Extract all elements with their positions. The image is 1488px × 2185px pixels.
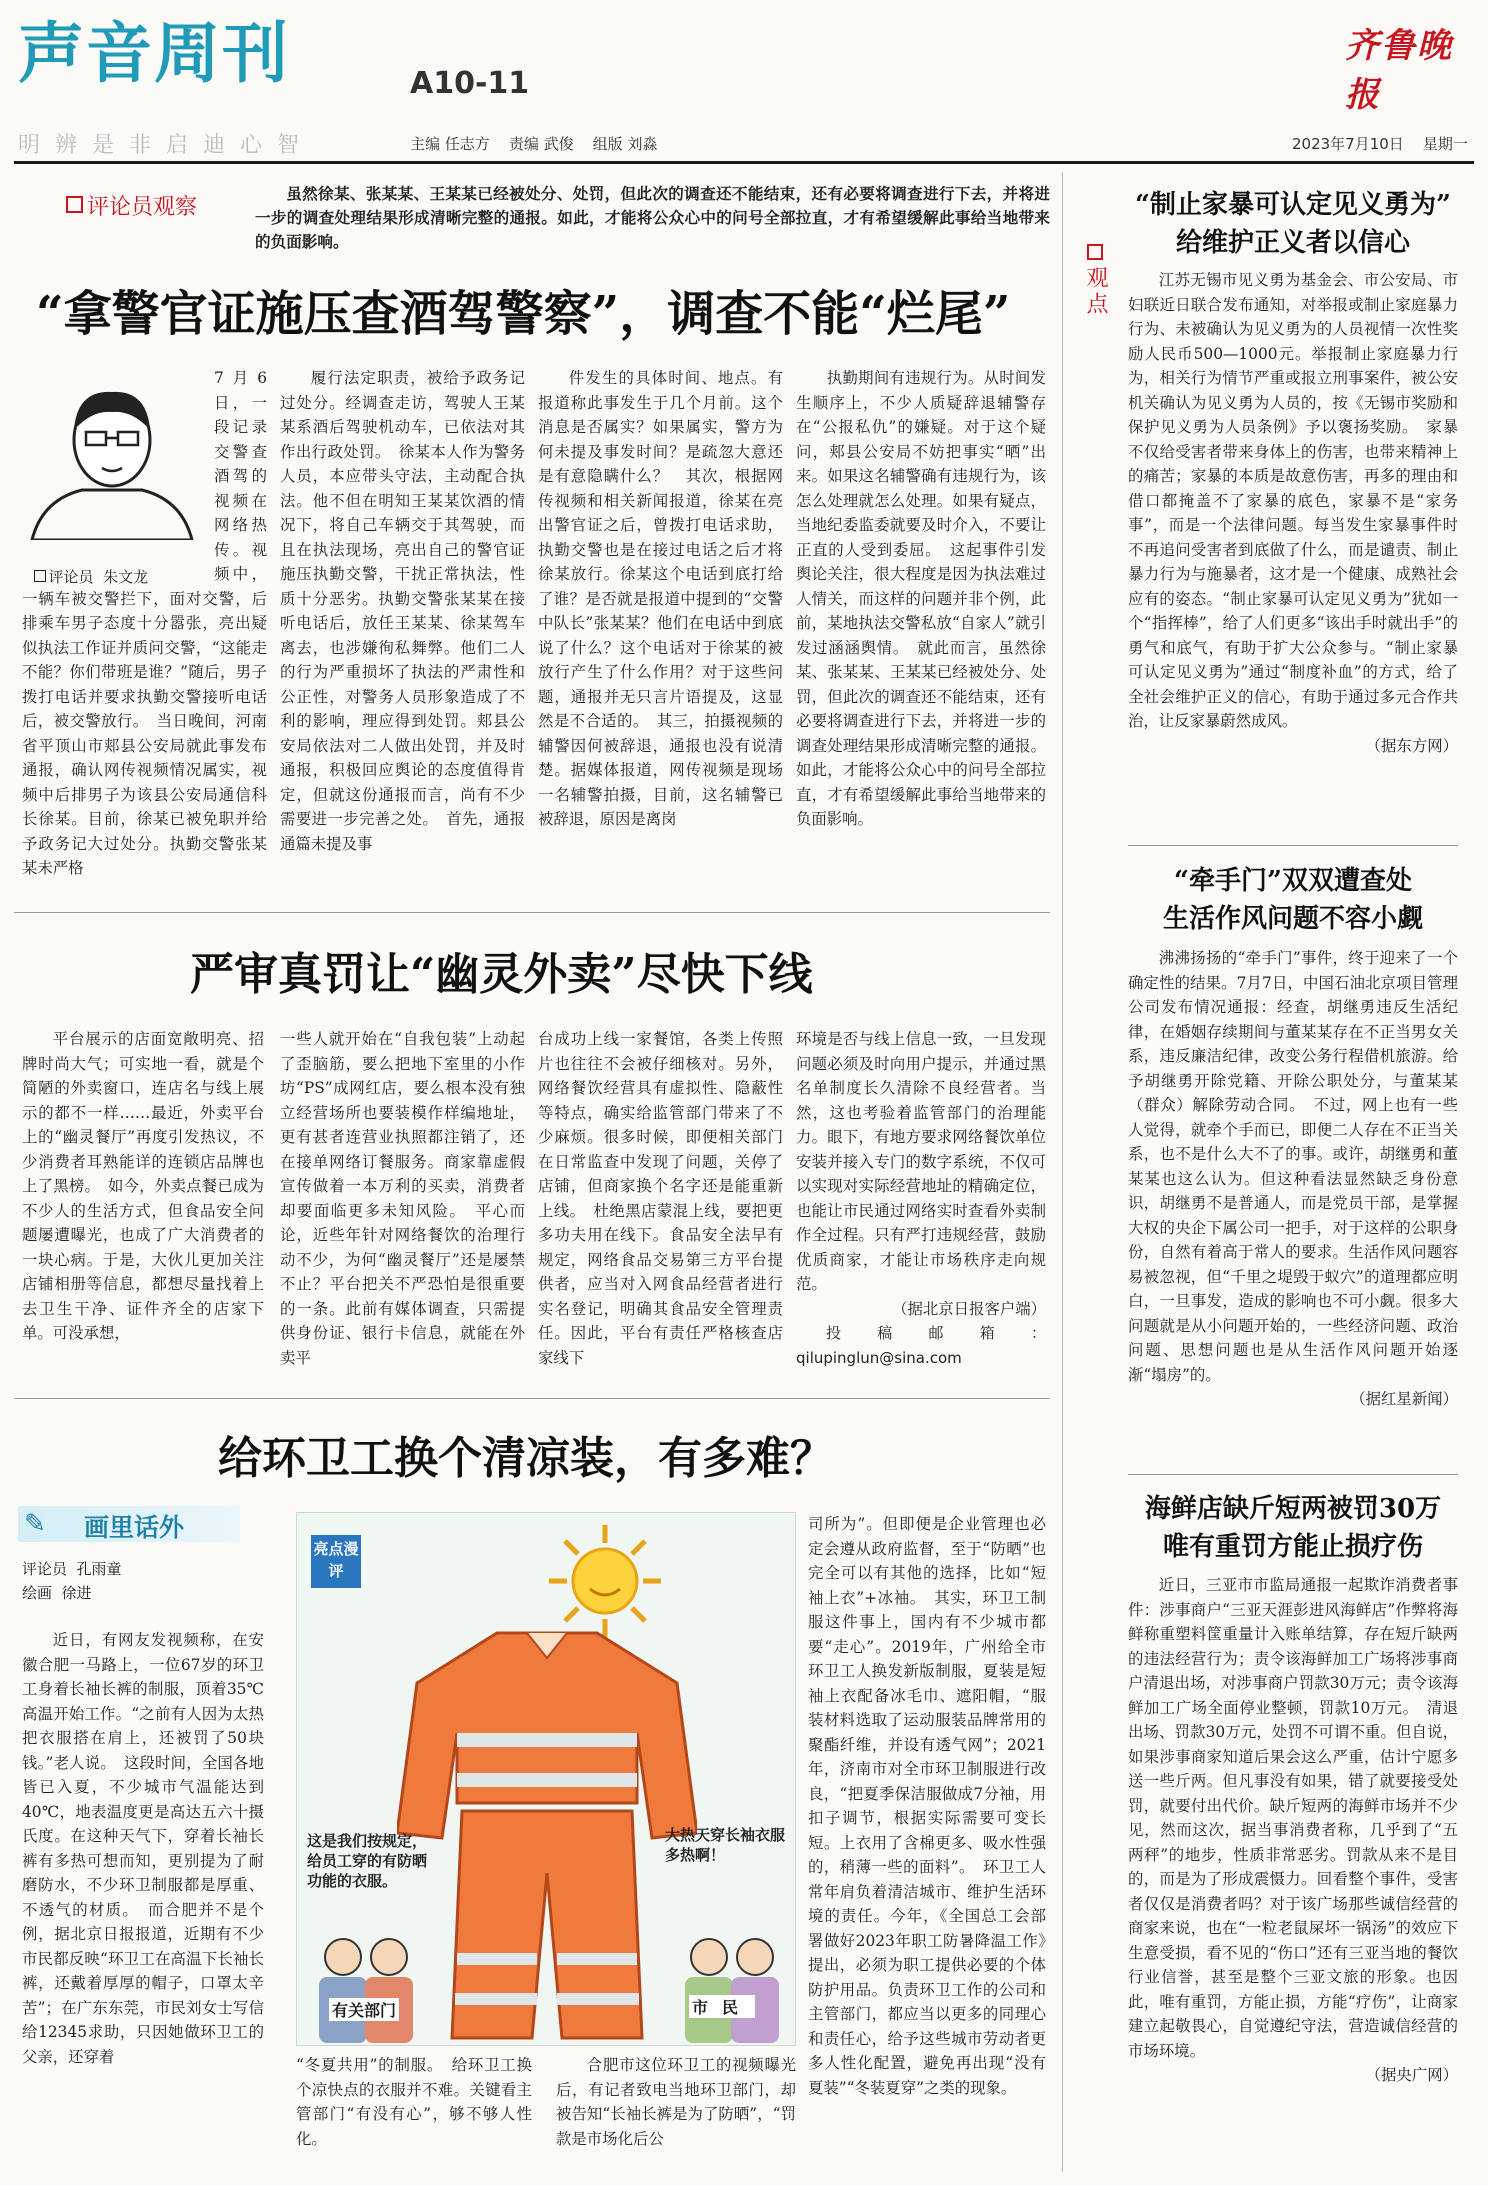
third-col-mid-a-text: “冬夏共用”的制服。 给环卫工换个凉快点的衣服并不难。关键看主管部门“有没有心”，够不够人性化。: [296, 2056, 532, 2148]
column-tag-cartoon-label: 画里话外: [84, 1513, 185, 1542]
sidebar-b-title-1: “牵手门”双双遭查处: [1174, 866, 1412, 896]
submission-email: 投稿邮箱：qilupinglun@sina.com: [796, 1324, 1046, 1367]
cartoon-uniform: [397, 1613, 697, 2043]
sidebar-b-title-2: 生活作风问题不容小觑: [1162, 904, 1423, 934]
second-col-2-text: 一些人就开始在“自我包装”上动起了歪脑筋，要么把地下室里的小作坊“PS”成网红店，要么根本没有独立经营场所也要装模作样编地址，更有甚者连营业执照都注销了，还在接单网络订餐服务。商家靠虚假宣传做着一本万利的买卖，消费者却要面临更多未知风险。 平心而论，近些年针对网络餐饮的治理行动不少，为何“幽灵餐厅”还是屡禁不止？平台把关不严恐怕是很重要的一条。此前有媒体调查，只需提供身份证、银行卡信息，就能在外卖平: [280, 1030, 525, 1367]
lead-col-1-text: 7月6日，一段记录交警查酒驾的视频在网络热传。视频中，一辆车被交警拦下，面对交警，后排乘车男子态度十分嚣张，亮出疑似执法工作证并质问交警，“这能走不能？你们带班是谁？”随后，男子拨打电话并要求执勤交警接听电话后，被交警放行。 当日晚间，河南省平顶山市郏县公安局就此事发布通报，确认网传视频情况属实，视频中后排男子为该县公安局通信科长徐某。目前，徐某已被免职并给予政务记大过处分。执勤交警张某某未严格: [22, 369, 267, 877]
masthead-rule: [14, 161, 1474, 164]
sidebar-tag-label: 观点: [1083, 266, 1108, 318]
sidebar-a-title-2: 给维护正义者以信心: [1175, 228, 1410, 258]
third-col-mid-a: [296, 2053, 532, 2178]
lead-intro: 虽然徐某、张某某、王某某已经被处分、处罚，但此次的调查还不能结束，还有必要将调查进行下去，并将进一步的调查处理结果形成清晰完整的通报。如此，才能将公众心中的问号全部拉直，才有希望缓解此事给当地带来的负面影响。: [255, 185, 1050, 251]
sidebar-b-text: 沸沸扬扬的“牵手门”事件，终于迎来了一个确定性的结果。7月7日，中国石油北京项目管理公司发布情况通报：经查，胡继勇违反生活纪律，在婚姻存续期间与董某某存在不正当男女关系，违反廉洁纪律，改变公务行程借机旅游。给予胡继勇开除党籍、开除公职处分，与董某某（群众）解除劳动合同。 不过，网上也有一些人觉得，就牵个手而已，即便二人存在不正当关系，也不是什么大不了的事。或许，胡继勇和董某某也这么认为。但这种看法显然缺乏身份意识，胡继勇不是普通人，而是党员干部，是掌握大权的央企下属公司一把手，对于这样的公职身份，自然有着高于常人的要求。生活作风问题容易被忽视，但“千里之堤毁于蚁穴”的道理都应明白，一旦事发，造成的影响也不可小觑。很多大问题就是从小问题开始的，一些经济问题、政治问题、思想问题也是从生活作风问题开始逐渐“塌房”的。: [1128, 949, 1458, 1384]
masthead-title: 声音周刊: [18, 14, 290, 92]
lead-col-4: [796, 366, 1046, 903]
sidebar-c-title-2: 唯有重罚方能止损疗伤: [1162, 1532, 1423, 1562]
sidebar-rule-1: [1128, 845, 1458, 846]
paper-logo: 齐鲁晚报: [1345, 26, 1453, 115]
cartoon-people-left: [305, 1933, 425, 2043]
sidebar-c-title: [1128, 1490, 1458, 1566]
lead-col-3: [538, 366, 783, 903]
lead-headline: “拿警官证施压查酒驾警察”，调查不能“烂尾”: [36, 286, 1011, 342]
sidebar-b-source: （据红星新闻）: [1350, 1390, 1458, 1408]
third-col-mid-b: [556, 2053, 796, 2178]
sidebar-a-body: [1128, 268, 1458, 831]
tag-box-icon: [66, 196, 83, 213]
second-col-1-text: 平台展示的店面宽敞明亮、招牌时尚大气；可实地一看，就是个简陋的外卖窗口，连店名与线上展示的都不一样……最近，外卖平台上的“幽灵餐厅”再度引发热议，不少消费者耳熟能详的连锁店品牌也上了黑榜。 如今，外卖点餐已成为不少人的生活方式，但食品安全问题屡遭曝光，也成了广大消费者的一块心病。于是，大伙儿更加关注店铺相册等信息，都想尽量找着上去卫生干净、证件齐全的店家下单。可没承想，: [22, 1030, 264, 1342]
sidebar-c-title-1: 海鲜店缺斤短两被罚30万: [1144, 1494, 1442, 1524]
sidebar-divider: [1062, 172, 1063, 2172]
byline-text: 评论员 朱文龙: [48, 568, 149, 586]
lead-col-4-text: 执勤期间有违规行为。从时间发生顺序上，不少人质疑辞退辅警存在“公报私仇”的嫌疑。对于这个疑问，郏县公安局不妨把事实“晒”出来。如果这名辅警确有违规行为，该怎么处理就怎么处理。如果有疑点，当地纪委监委就要及时介入，不要让正直的人受到委屈。 这起事件引发舆论关注，很大程度是因为执法难过人情关，而这样的问题并非个例，此前，某地执法交警私放“自家人”就引发过涵涵舆情。 就此而言，虽然徐某、张某某、王某某已经被处分、处罚，但此次的调查还不能结束，还有必要将调查进行下去，并将进一步的调查处理结果形成清晰完整的通报。如此，才能将公众心中的问号全部拉直，才有希望缓解此事给当地带来的负面影响。: [796, 369, 1046, 828]
lead-col-2-text: 履行法定职责，被给予政务记过处分。经调查走访，驾驶人王某某系酒后驾驶机动车，已依法对其作出行政处罚。 徐某本人作为警务人员，本应带头守法，主动配合执法。他不但在明知王某某饮酒的情况下，将自己车辆交于其驾驶，而且在执法现场，亮出自己的警官证施压执勤交警，干扰正常执法，性质十分恶劣。执勤交警张某某在接听电话后，放任王某某、徐某驾车离去，也涉嫌徇私舞弊。他们二人的行为严重损坏了执法的严肃性和公正性，对警务人员形象造成了不利的影响，理应得到处罚。郏县公安局依法对二人做出处罚，并及时通报，积极回应舆论的态度值得肯定，但就这份通报而言，尚有不少需要进一步完善之处。 首先，通报通篇未提及事: [280, 369, 525, 853]
third-headline: 给环卫工换个清凉装，有多难？: [218, 1433, 834, 1484]
second-col-2: [280, 1027, 525, 1372]
third-col-right: [808, 1512, 1046, 2178]
page-number: A10-11: [410, 66, 530, 101]
column-tag-cartoon: [18, 1506, 240, 1542]
cartoon-speech-1: 这是我们按规定，给员工穿的有防晒功能的衣服。: [307, 1832, 428, 1890]
column-tag-observer: [66, 190, 197, 221]
third-byline-1: 评论员 孔雨童: [22, 1560, 122, 1578]
issue-date: 2023年7月10日 星期一: [1292, 135, 1468, 153]
sidebar-c-source: （据央广网）: [1365, 2066, 1458, 2084]
second-col-1: [22, 1027, 264, 1372]
cartoon-people-right: [677, 1933, 787, 2043]
masthead-slogan: 明 辨 是 非 启 迪 心 智: [18, 133, 303, 158]
second-col-3-text: 台成功上线一家餐馆，各类上传照片也往往不会被仔细核对。另外，网络餐饮经营具有虚拟性、隐蔽性等特点，确实给监管部门带来了不少麻烦。很多时候，即便相关部门在日常监查中发现了问题，关停了店铺，但商家换个名字还是能重新上线。 杜绝黑店蒙混上线，要把更多功夫用在线下。食品安全法早有规定，网络食品交易第三方平台提供者，应当对入网食品经营者进行实名登记，明确其食品安全管理责任。因此，平台有责任严格核查店家线下: [538, 1030, 783, 1367]
sidebar-b-body: [1128, 946, 1458, 1466]
masthead-editors: 主编 任志方 责编 武俊 组版 刘淼: [410, 135, 658, 153]
sidebar-a-source: （据东方网）: [1365, 736, 1458, 755]
sidebar-c-body: [1128, 1573, 1458, 2178]
second-headline: 严审真罚让“幽灵外卖”尽快下线: [190, 949, 813, 1000]
third-col-1: [22, 1628, 264, 2178]
second-source: （据北京日报客户端）: [892, 1299, 1046, 1318]
column-tag-label: 评论员观察: [87, 195, 198, 220]
sidebar-c-text: 近日，三亚市市监局通报一起欺诈消费者事件：涉事商户“三亚天涯彭进风海鲜店”作弊将海鲜称重塑料筐重量计入账单结算，存在短斤缺两的违法经营行为；责令该海鲜加工广场将涉事商户清退出场，对涉事商户罚款30万元；责令该海鲜加工广场全面停业整顿，罚款10万元。 清退出场、罚款30万元，处罚不可谓不重。但自说，如果涉事商家知道后果会这么严重，估计宁愿多送一些斤两。但凡事没有如果，错了就要接受处罚，就要付出代价。缺斤短两的海鲜市场并不少见，然而这次，据当事消费者称，几乎到了“五两秤”的地步，性质非常恶劣。罚款从来不是目的，而是为了形成震慑力。回看整个事件，受害者仅仅是消费者吗？对于该广场那些诚信经营的商家来说，也在“一粒老鼠屎坏一锅汤”的效应下生意受损，看不见的“伤口”还有三亚当地的餐饮行业信誉，甚至是整个三亚文旅的形象。也因此，唯有重罚，方能止损，方能“疗伤”，让商家建立起敬畏心，自觉遵纪守法，营造诚信经营的市场环境。: [1128, 1576, 1458, 2060]
second-col-3: [538, 1027, 783, 1372]
second-col-4-text: 环境是否与线上信息一致，一旦发现问题必须及时向用户提示，并通过黑名单制度长久清除不良经营者。当然，这也考验着监管部门的治理能力。眼下，有地方要求网络餐饮单位安装并接入专门的数字系统，不仅可以实现对实际经营地址的精确定位，也能让市民通过网络实时查看外卖制作全过程。只有严打违规经营，鼓励优质商家，才能让市场秩序走向规范。: [796, 1030, 1046, 1293]
third-col-1-text: 近日，有网友发视频称，在安徽合肥一马路上，一位67岁的环卫工身着长袖长裤的制服，顶着35℃高温开始工作。“之前有人因为太热把衣服搭在肩上，还被罚了50块钱。”老人说。 这段时间，全国各地皆已入夏，不少城市气温能达到40℃，地表温度更是高达五六十摄氏度。在这种天气下，穿着长袖长裤有多热可想而知，更别提为了耐磨防水，不少环卫制服都是厚重、不透气的材质。 而合肥并不是个例，据北京日报报道，近期有不少市民都反映“环卫工在高温下长袖长裤，还戴着厚厚的帽子，口罩太辛苦”；在广东东莞，市民刘女士写信给12345求助，只因她做环卫工的父亲，还穿着: [22, 1631, 264, 2066]
lead-col-3-text: 件发生的具体时间、地点。有报道称此事发生于几个月前。这个消息是否属实？如果属实，警方为何未提及事发时间？是疏忽大意还是有意隐瞒什么？ 其次，根据网传视频和相关新闻报道，徐某在亮出警官证之后，曾拨打电话求助，执勤交警也是在接过电话之后才将徐某放行。徐某这个电话到底打给了谁？是否就是报道中提到的“交警中队长”张某某？他们在电话中到底说了什么？这个电话对于徐某的被放行产生了什么作用？对于这些问题，通报并无只言片语提及，这显然是不合适的。 其三，拍摄视频的辅警因何被辞退，通报也没有说清楚。据媒体报道，网传视频是现场一名辅警拍摄，目前，这名辅警已被辞退，原因是离岗: [538, 369, 783, 828]
sidebar-tag-box-icon: [1087, 244, 1103, 260]
sidebar-a-title-1: “制止家暴可认定见义勇为”: [1135, 190, 1451, 220]
sidebar-a-title: [1128, 186, 1458, 262]
sidebar-tag: [1080, 244, 1110, 325]
lead-col-2: [280, 366, 525, 903]
second-col-4: [796, 1027, 1046, 1372]
sidebar-b-title: [1128, 862, 1458, 938]
sidebar-rule-2: [1128, 1474, 1458, 1475]
third-col-mid-b-text: 合肥市这位环卫工的视频曝光后，有记者致电当地环卫部门，却被告知“长袖长裤是为了防晒”，“罚款是市场化后公: [556, 2056, 796, 2148]
third-col-right-text: 司所为”。但即便是企业管理也必定会遵从政府监督，至于“防晒”也完全可以有其他的选择，比如“短袖上衣”+冰袖。 其实，环卫工制服这件事上，国内有不少城市都要“走心”。2019年，广州给全市环卫工人换发新版制服，夏装是短袖上衣配备冰毛巾、遮阳帽，“服装材料选取了运动服装品牌常用的聚酯纤维，并设有透气网”；2021年，济南市对全市环卫制服进行改良，“把夏季保洁服做成7分袖，用扣子调节，根据实际需要可变长短。上衣用了含棉更多、吸水性强的，稍薄一些的面料”。 环卫工人常年肩负着清洁城市、维护生活环境的责任。今年，《全国总工会部署做好2023年职工防暑降温工作》提出，必须为职工提供必要的个体防护用品。负责环卫工作的公司和主管部门，都应当以更多的同理心和责任心，给予这些城市劳动者更多人性化配置，避免再出现“没有夏装”“冬装夏穿”之类的现象。: [808, 1515, 1046, 2097]
cartoon-illustration: [296, 1512, 796, 2046]
cartoon-label-right: 市民: [689, 1995, 755, 2018]
second-bottom-rule: [14, 1398, 1050, 1399]
cartoon-label-left: 有关部门: [329, 1998, 399, 2021]
cartoon-speech-2: 大热天穿长袖衣服多热啊！: [665, 1826, 786, 1864]
third-byline-2: 绘画 徐进: [22, 1584, 92, 1602]
lead-bottom-rule: [14, 912, 1050, 913]
sidebar-a-text: 江苏无锡市见义勇为基金会、市公安局、市妇联近日联合发布通知，对举报或制止家庭暴力行为、未被确认为见义勇为的人员视情一次性奖励人民币500—1000元。举报制止家庭暴力行为，相关行为情节严重或报立刑事案件，被公安机关确认为见义勇为人员的，按《无锡市奖励和保护见义勇为人员条例》予以褒扬奖励。 家暴不仅给受害者带来身体上的伤害，也带来精神上的痛苦；家暴的本质是故意伤害，再多的理由和借口都掩盖不了家暴的底色，家暴不是“家务事”，而是一个法律问题。每当发生家暴事件时不再追问受害者到底做了什么，而是谴责、制止暴力行为与施暴者，这才是一个健康、成熟社会应有的姿态。“制止家暴可认定见义勇为”犹如一个“指挥棒”，给了人们更多“该出手时就出手”的勇气和底气，有助于扩大公众参与。“制止家暴可认定见义勇为”通过“制度补血”的方式，给了全社会维护正义的信心，有助于通过多元合作共治，让反家暴蔚然成风。: [1128, 271, 1458, 730]
lead-col-1: [22, 366, 267, 903]
pen-icon: ✎: [24, 1509, 46, 1539]
cartoon-tag: 亮点漫评: [311, 1535, 361, 1588]
